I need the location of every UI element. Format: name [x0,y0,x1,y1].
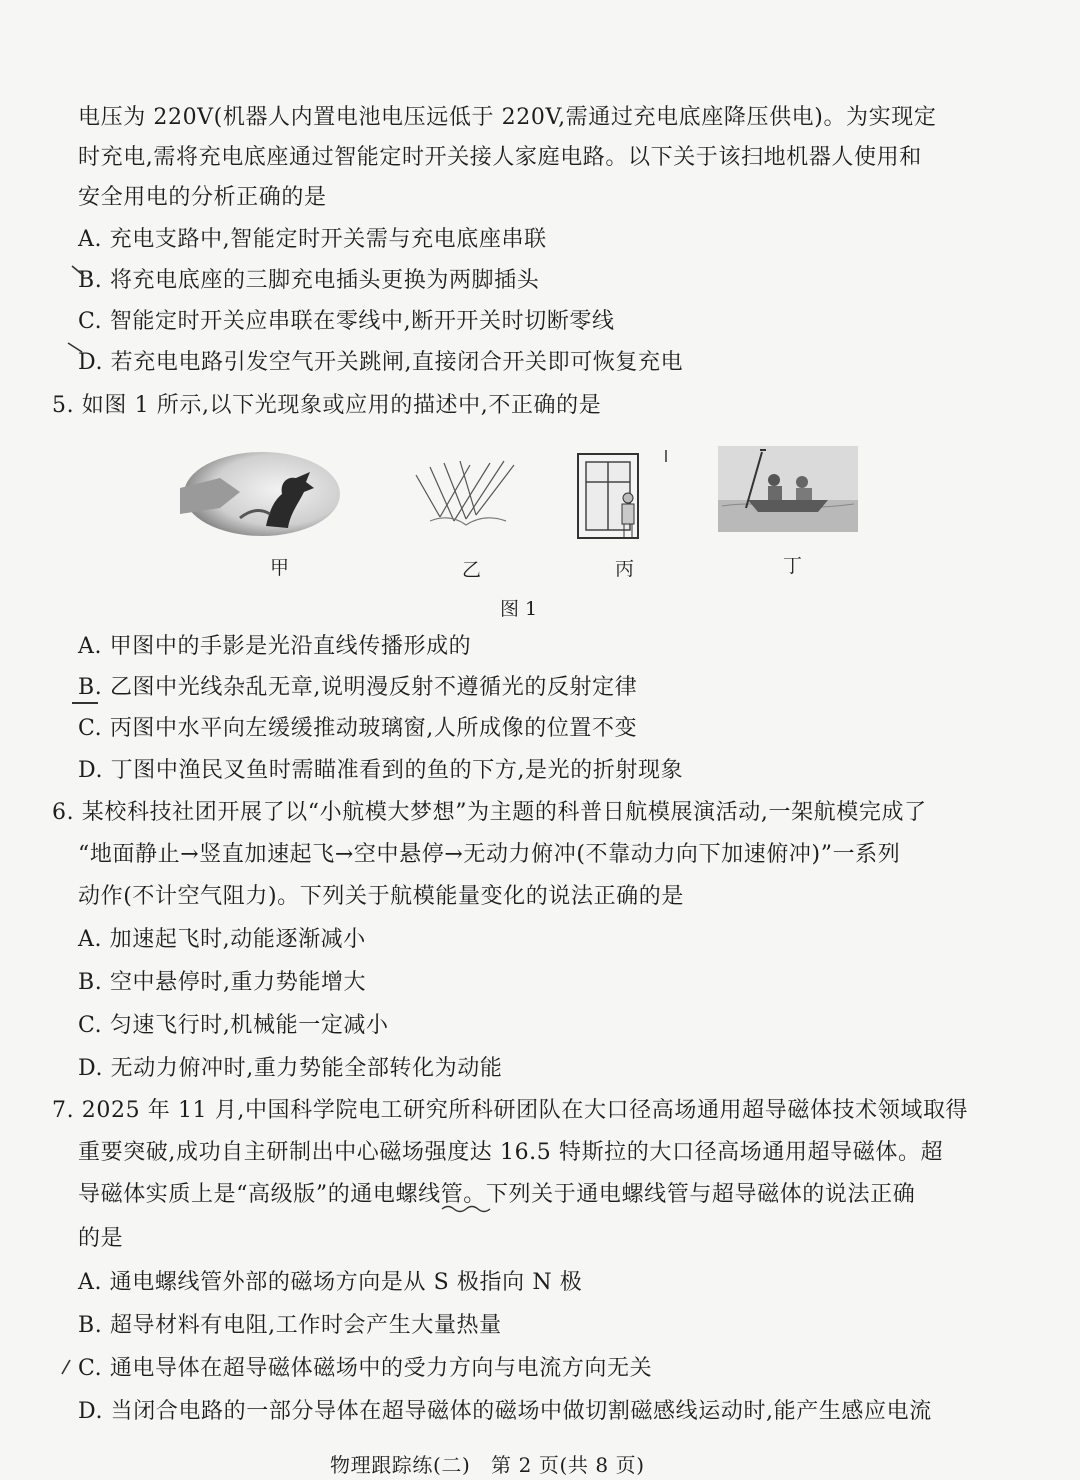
q6-option-c: C. 匀速飞行时,机械能一定减小 [78,1013,389,1038]
figure-caption: 图 1 [500,598,538,620]
spear-fishing-figure [718,446,858,532]
q5-option-d: D. 丁图中渔民叉鱼时需瞄准看到的鱼的下方,是光的折射现象 [78,758,684,783]
figure-label-bing: 丙 [615,558,635,580]
q7-option-a: A. 通电螺线管外部的磁场方向是从 S 极指向 N 极 [78,1270,583,1295]
q4-stem-line-2: 时充电,需将充电底座通过智能定时开关接人家庭电路。以下关于该扫地机器人使用和 [78,145,922,170]
q7-option-b: B. 超导材料有电阻,工作时会产生大量热量 [78,1313,502,1338]
q4-option-a: A. 充电支路中,智能定时开关需与充电底座串联 [78,227,547,252]
q4-option-d: D. 若充电电路引发空气开关跳闸,直接闭合开关即可恢复充电 [78,350,684,375]
q6-option-b: B. 空中悬停时,重力势能增大 [78,970,367,995]
figure-label-yi: 乙 [462,559,482,581]
q6-option-d: D. 无动力俯冲时,重力势能全部转化为动能 [78,1056,503,1081]
pen-tick-mark [58,1356,78,1378]
hand-shadow-figure [180,448,340,538]
q6-stem-line-1: 6. 某校科技社团开展了以“小航模大梦想”为主题的科普日航模展演活动,一架航模完成了 [52,800,927,825]
pen-tick-mark [70,262,90,282]
q6-stem-line-2: “地面静止→竖直加速起飞→空中悬停→无动力俯冲(不靠动力向下加速俯冲)”一系列 [78,842,901,867]
pen-underline [72,702,98,704]
q7-stem-line-3: 导磁体实质上是“高级版”的通电螺线管。下列关于通电螺线管与超导磁体的说法正确 [78,1182,916,1207]
page-footer: 物理跟踪练(二) 第 2 页(共 8 页) [330,1453,645,1477]
q4-stem-line-3: 安全用电的分析正确的是 [78,185,327,210]
q5-option-a: A. 甲图中的手影是光沿直线传播形成的 [78,634,472,659]
q6-stem-line-3: 动作(不计空气阻力)。下列关于航模能量变化的说法正确的是 [78,884,684,909]
q7-stem-line-1: 7. 2025 年 11 月,中国科学院电工研究所科研团队在大口径高场通用超导磁体技术领域取得 [52,1098,969,1123]
figure-label-ding: 丁 [783,555,803,577]
q5-option-b: B. 乙图中光线杂乱无章,说明漫反射不遵循光的反射定律 [78,675,638,700]
q4-option-c: C. 智能定时开关应串联在零线中,断开开关时切断零线 [78,309,615,334]
pen-tick-mark [66,340,88,358]
q7-stem-line-4: 的是 [78,1226,124,1251]
q4-stem-line-1: 电压为 220V(机器人内置电池电压远低于 220V,需通过充电底座降压供电)。为实现定 [78,105,937,130]
diffuse-reflection-figure [410,455,520,535]
window-mirror-figure [572,446,672,542]
q5-stem: 5. 如图 1 所示,以下光现象或应用的描述中,不正确的是 [52,393,602,418]
q7-option-c: C. 通电导体在超导磁体磁场中的受力方向与电流方向无关 [78,1356,653,1381]
q6-option-a: A. 加速起飞时,动能逐渐减小 [78,927,366,952]
pen-wavy-underline [440,1203,496,1215]
q5-option-c: C. 丙图中水平向左缓缓推动玻璃窗,人所成像的位置不变 [78,716,638,741]
q7-stem-line-2: 重要突破,成功自主研制出中心磁场强度达 16.5 特斯拉的大口径高场通用超导磁体。超 [78,1140,944,1165]
q4-option-b: B. 将充电底座的三脚充电插头更换为两脚插头 [78,268,540,293]
figure-label-jia: 甲 [270,557,290,579]
q7-option-d: D. 当闭合电路的一部分导体在超导磁体的磁场中做切割磁感线运动时,能产生感应电流 [78,1399,932,1424]
